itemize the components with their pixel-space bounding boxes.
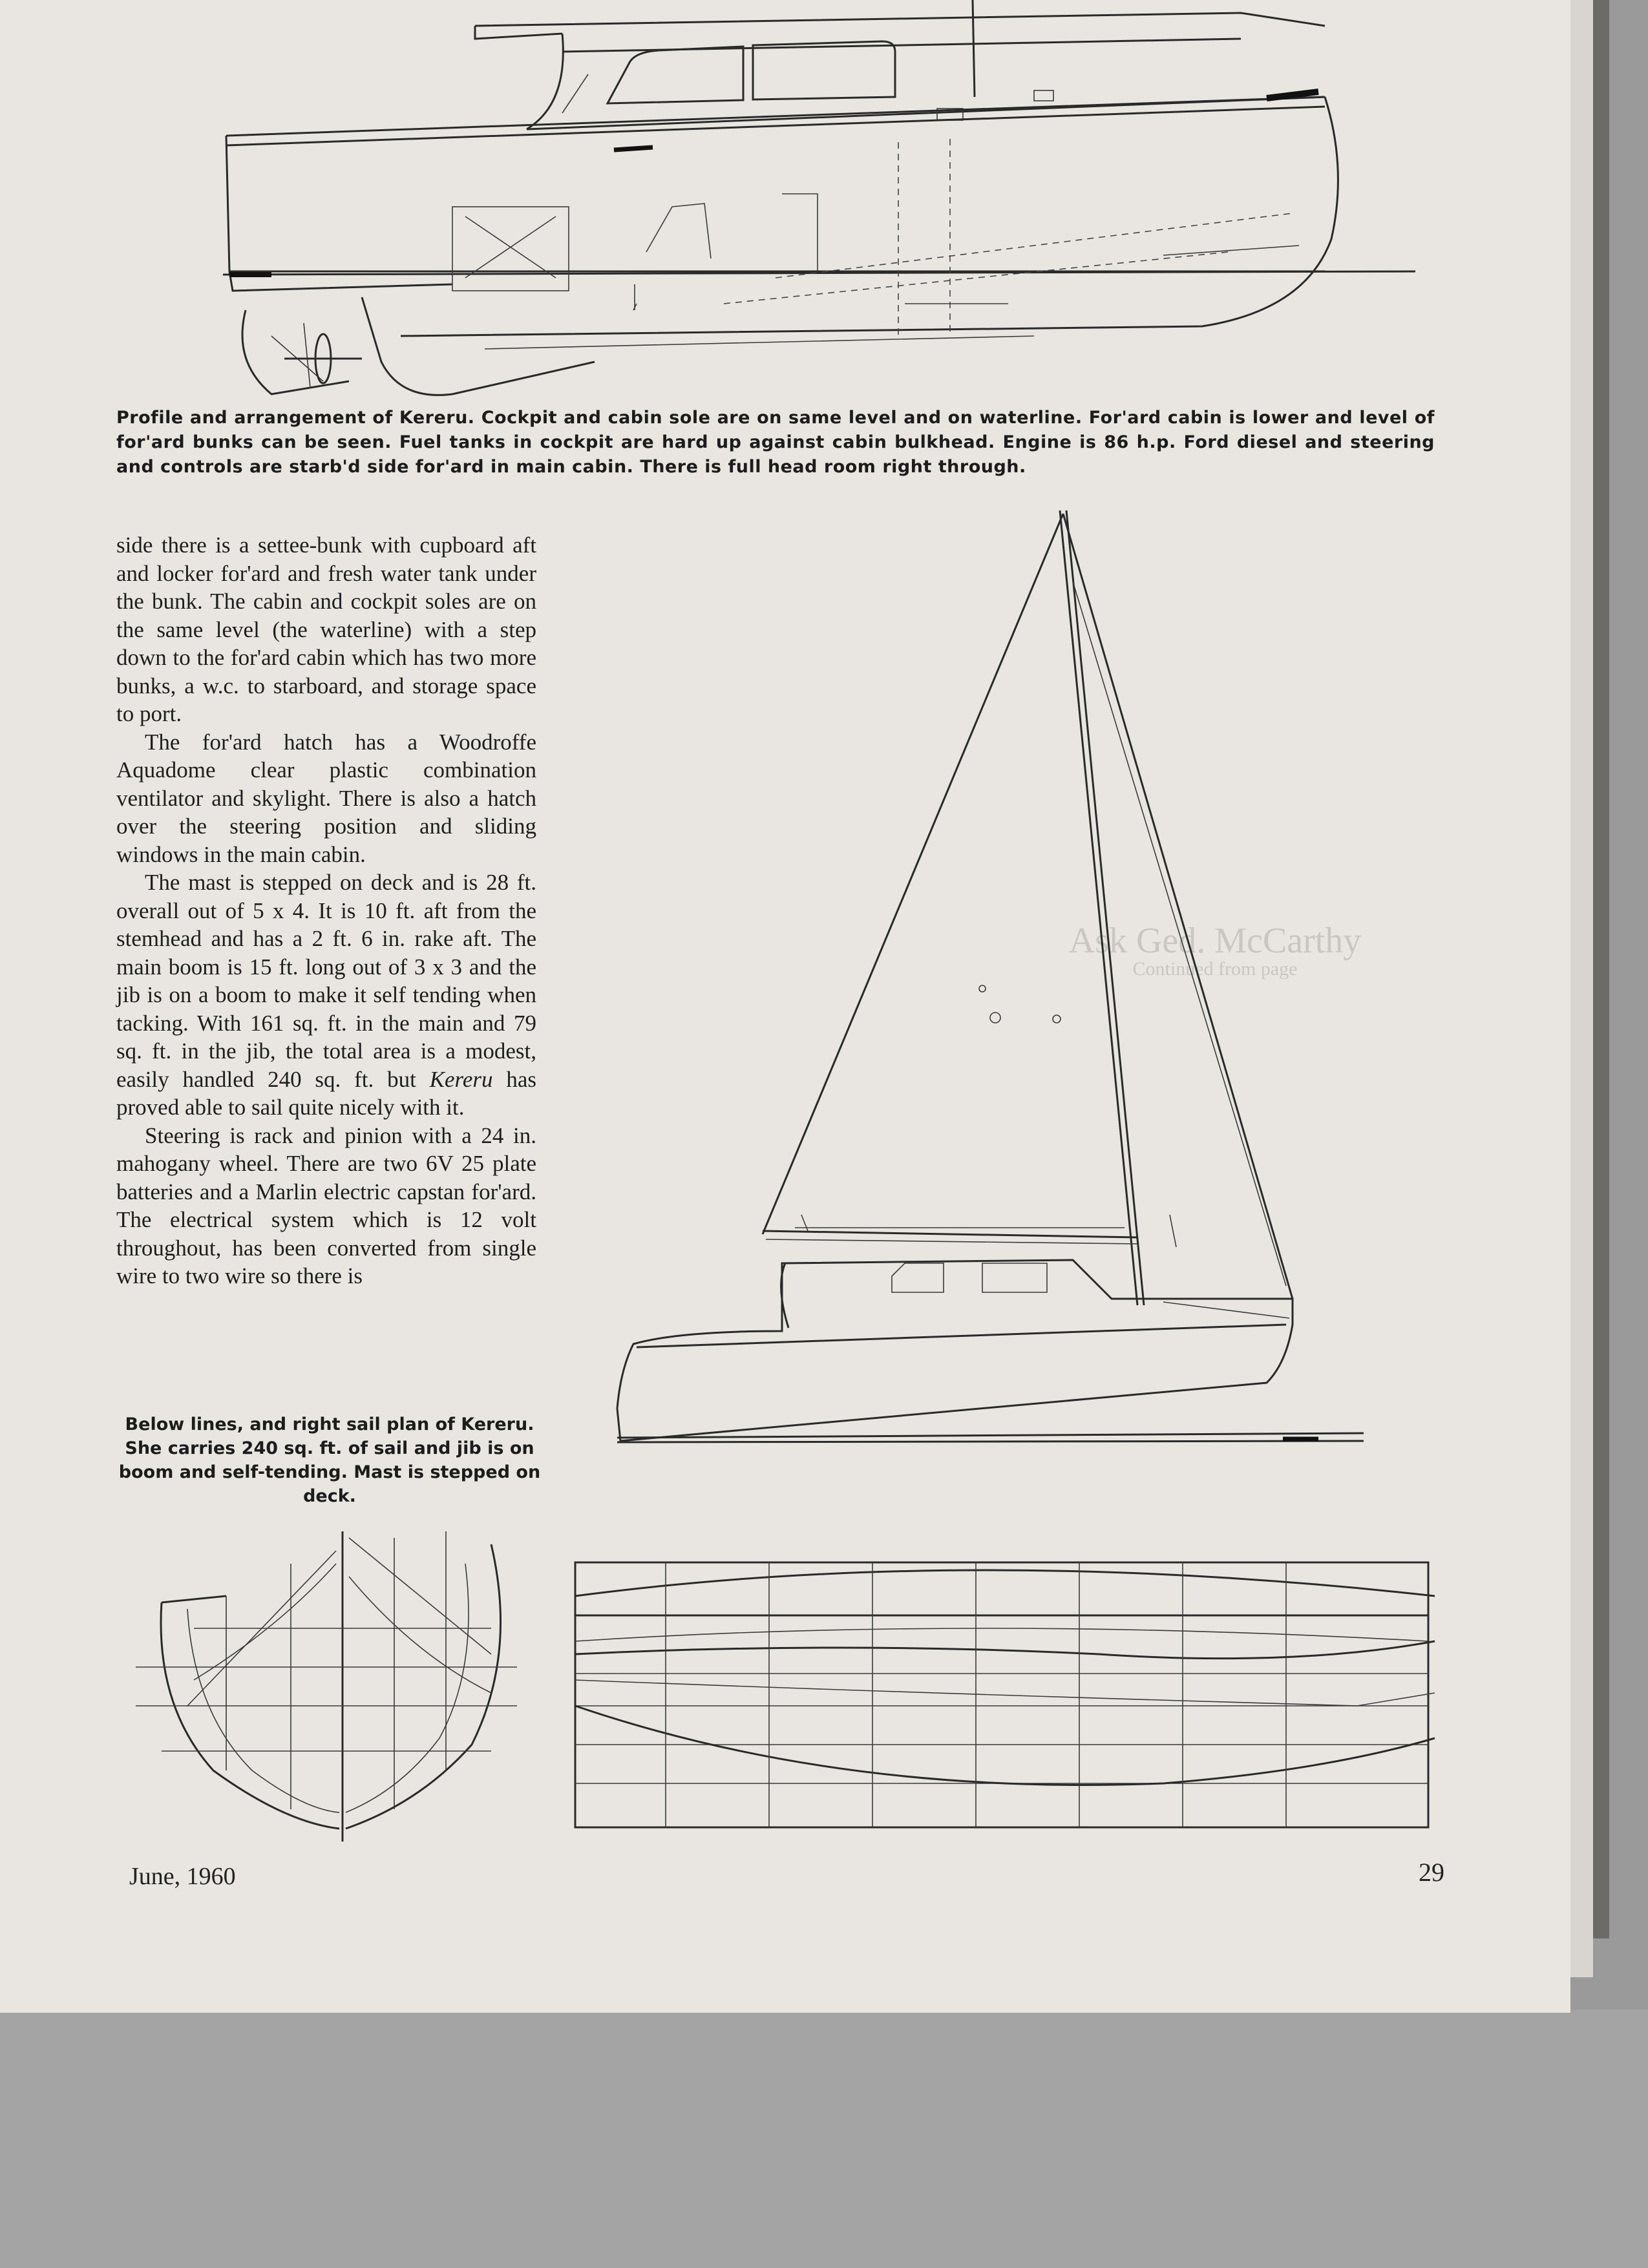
body-text: has proved able to sail quite nicely with it. [116,1066,537,1120]
footer-date: June, 1960 [129,1863,236,1890]
body-text: The mast is stepped on deck and is 28 ft. overall out of 5 x 4. It is 10 ft. aft from the stemhead and has a 2 ft. 6 in. rake aft. The main boom is 15 ft. long out of 3 x 3 and the jib is on a boom to make it self tending when tacking. With 161 sq. ft. in the main and 79 sq. ft. in the jib, the total area is a modest, easily handled 240 sq. ft. but [116,870,536,1092]
body-paragraph: side there is a settee-bunk with cupboard aft and locker for'ard and fresh water tank under the bunk. The cabin and cockpit soles are on the same level (the waterline) with a step down to the for'ard cabin which has two more bunks, a w.c. to starboard, and storage space to port. [116,532,536,726]
boat-name: Kereru [429,1066,493,1092]
body-paragraph: The for'ard hatch has a Woodroffe Aquadome clear plastic combination ventilator and skylight. There is also a hatch over the steering position and sliding windows in the main cabin. [116,729,536,867]
profile-caption: Profile and arrangement of Kereru. Cockpit and cabin sole are on same level and on waterline. For'ard cabin is lower and level of for'ard bunks can be seen. Fuel tanks in cockpit are hard up against cabin bulkhead. Engine is 86 h.p. Ford diesel and steering and controls are starb'd side for'ard in main cabin. There is full head room right through. [116,408,1435,477]
page-number: 29 [1419,1858,1444,1887]
bleed-heading: Ask Ged. McCarthy [1068,921,1362,961]
bleed-subhead: Continued from page [1132,958,1298,980]
lines-caption: Below lines, and right sail plan of Kereru. She carries 240 sq. ft. of sail and jib is on boom and self-tending. Mast is stepped on deck. [118,1414,541,1506]
body-paragraph: Steering is rack and pinion with a 24 in. mahogany wheel. There are two 6V 25 plate batteries and a Marlin electric capstan for'ard. The electrical system which is 12 volt throughout, has been converted from single wire to two wire so there is [116,1122,536,1288]
body-paragraph [116,868,536,1122]
article-body [116,531,536,1290]
